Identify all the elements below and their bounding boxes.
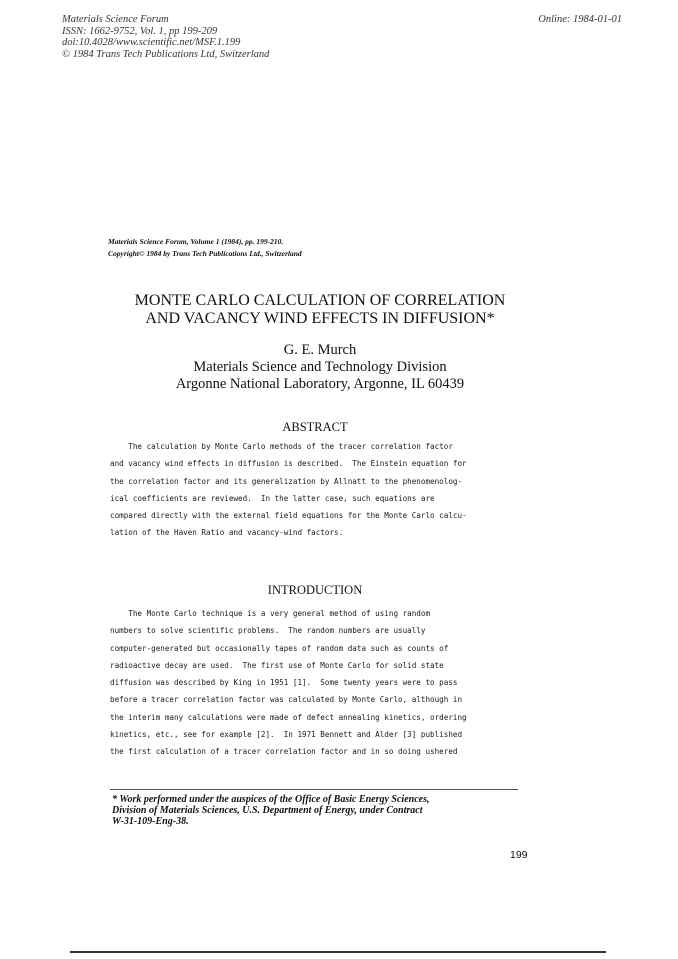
intro-line: radioactive decay are used. The first use of Monte Carlo for solid state bbox=[110, 660, 444, 670]
bottom-divider bbox=[70, 951, 606, 953]
paper-title bbox=[0, 292, 640, 328]
intro-line: The Monte Carlo technique is a very general method of using random bbox=[110, 609, 431, 618]
footnote-divider bbox=[110, 789, 518, 790]
abstract-line: the correlation factor and its generalization by Allnatt to the phenomenolog- bbox=[110, 476, 463, 486]
footnote bbox=[112, 794, 429, 827]
doi-line: doi:10.4028/www.scientific.net/MSF.1.199 bbox=[62, 37, 241, 48]
intro-line: diffusion was described by King in 1951 [1]. Some twenty years were to pass bbox=[110, 678, 458, 688]
footnote-line: * Work performed under the auspices of the Office of Basic Energy Sciences, bbox=[112, 794, 430, 805]
title-line-2: AND VACANCY WIND EFFECTS IN DIFFUSION* bbox=[145, 310, 495, 327]
introduction-body bbox=[110, 605, 560, 761]
abstract-line: compared directly with the external field equations for the Monte Carlo calcu- bbox=[110, 511, 467, 521]
author-block bbox=[0, 342, 640, 393]
intro-line: kinetics, etc., see for example [2]. In 1971 Bennett and Alder [3] published bbox=[110, 730, 463, 740]
author-name: G. E. Murch bbox=[283, 342, 357, 358]
copyright-line: © 1984 Trans Tech Publications Ltd, Switzerland bbox=[62, 48, 270, 60]
footnote-line: Division of Materials Sciences, U.S. Department of Energy, under Contract bbox=[112, 805, 423, 816]
abstract-line: ical coefficients are reviewed. In the latter case, such equations are bbox=[110, 493, 435, 503]
publisher-header bbox=[62, 14, 269, 60]
intro-line: before a tracer correlation factor was calculated by Monte Carlo, although in bbox=[110, 695, 463, 705]
abstract-body bbox=[110, 438, 560, 542]
journal-copyright-line: Copyright© 1984 by Trans Tech Publications Ltd., Switzerland bbox=[108, 248, 302, 258]
affiliation-line-2: Argonne National Laboratory, Argonne, IL 60439 bbox=[175, 376, 465, 392]
introduction-heading: INTRODUCTION bbox=[267, 583, 363, 597]
abstract-heading: ABSTRACT bbox=[282, 420, 348, 434]
journal-volume-line: Materials Science Forum, Volume 1 (1984), pp. 199-210. bbox=[108, 237, 284, 246]
intro-line: the interim many calculations were made of defect annealing kinetics, ordering bbox=[110, 712, 467, 722]
intro-line: computer-generated but occasionally tapes of random data such as counts of bbox=[110, 643, 449, 653]
journal-info bbox=[108, 236, 302, 259]
online-date: Online: 1984-01-01 bbox=[538, 14, 622, 25]
abstract-line: lation of the Haven Ratio and vacancy-wind factors. bbox=[110, 528, 344, 538]
journal-name-line: Materials Science Forum bbox=[62, 14, 169, 25]
footnote-line: W-31-109-Eng-38. bbox=[112, 816, 189, 827]
intro-line: numbers to solve scientific problems. The random numbers are usually bbox=[110, 626, 426, 636]
intro-line: the first calculation of a tracer correlation factor and in so doing ushered bbox=[110, 747, 458, 757]
abstract-line: The calculation by Monte Carlo methods of the tracer correlation factor bbox=[110, 442, 453, 451]
title-line-1: MONTE CARLO CALCULATION OF CORRELATION bbox=[134, 292, 506, 309]
abstract-line: and vacancy wind effects in diffusion is described. The Einstein equation for bbox=[110, 459, 467, 469]
issn-line: ISSN: 1662-9752, Vol. 1, pp 199-209 bbox=[62, 25, 218, 37]
affiliation-line-1: Materials Science and Technology Division bbox=[193, 359, 447, 375]
page-number: 199 bbox=[510, 849, 528, 861]
